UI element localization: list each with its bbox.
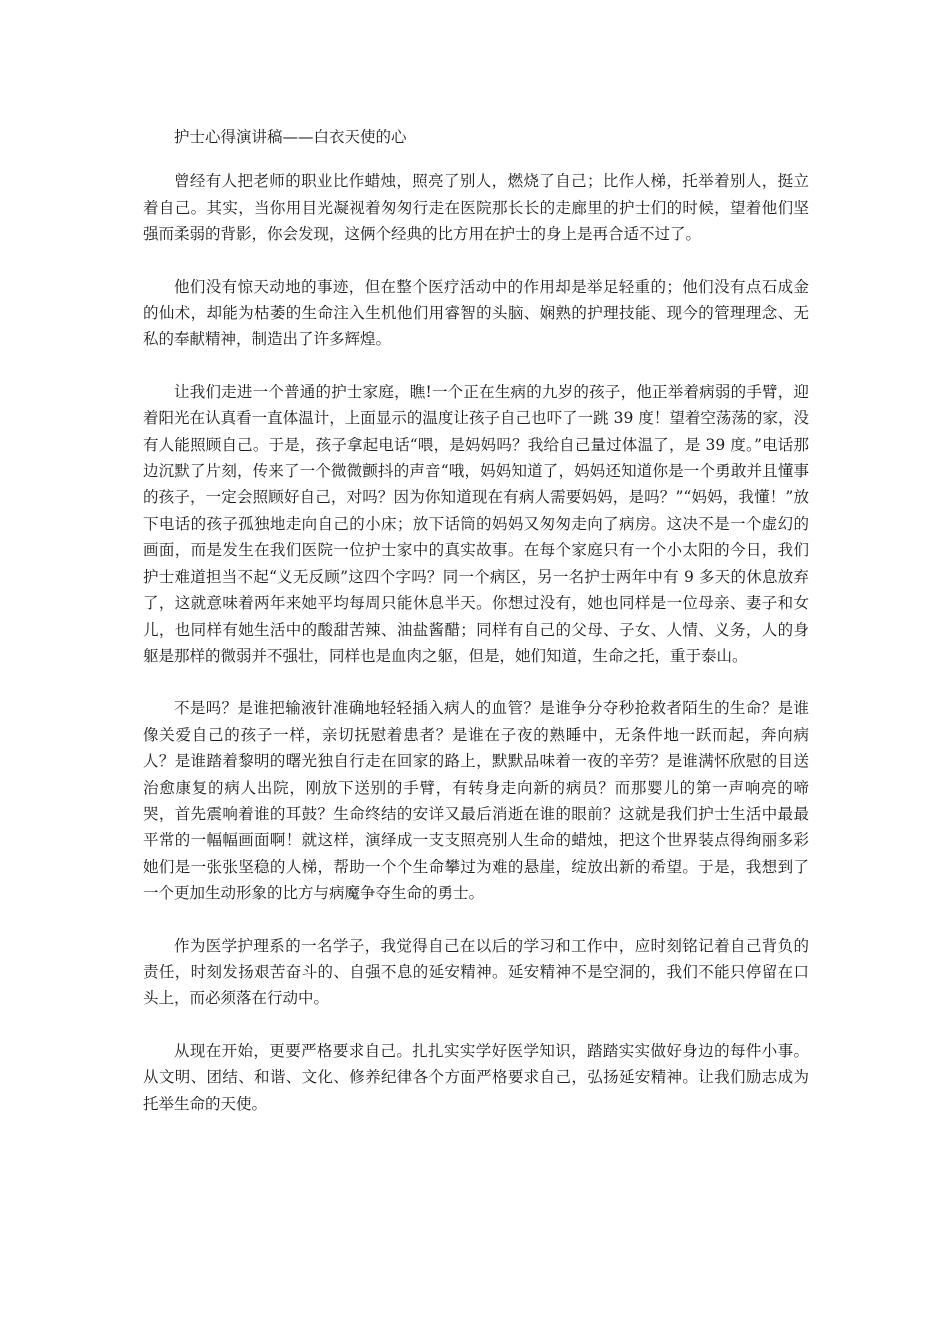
paragraph-4: 不是吗？是谁把输液针准确地轻轻插入病人的血管？是谁争分夺秒抢救者陌生的生命？是谁像关爱自己的孩子一样，亲切抚慰着患者？是谁在子夜的熟睡中，无条件地一跃而起，奔向病人？是谁踏着黎明的曙光独自行走在回家的路上，默默品味着一夜的辛劳？是谁满怀欣慰的目送治愈康复的病人出院，刚放下送别的手臂，有转身走向新的病员？而那婴儿的第一声响亮的啼哭，首先震响着谁的耳鼓？生命终结的安详又最后消逝在谁的眼前？这就是我们护士生活中最最平常的一幅幅画面啊！就这样，演绎成一支支照亮别人生命的蜡烛，把这个世界装点得绚丽多彩她们是一张张坚稳的人梯，帮助一个个生命攀过为难的悬崖，绽放出新的希望。于是，我想到了一个更加生动形象的比方与病魔争夺生命的勇士。 <box>143 699 809 903</box>
spacer <box>143 353 809 379</box>
spacer <box>143 1012 809 1038</box>
document-body <box>143 124 809 1117</box>
paragraph-1: 曾经有人把老师的职业比作蜡烛，照亮了别人，燃烧了自己；比作人梯，托举着别人，挺立着自己。其实，当你用目光凝视着匆匆行走在医院那长长的走廊里的护士们的时候，望着他们坚强而柔弱的背影，你会发现，这俩个经典的比方用在护士的身上是再合适不过了。 <box>143 172 809 244</box>
paragraph-2: 他们没有惊天动地的事迹，但在整个医疗活动中的作用却是举足轻重的；他们没有点石成金的仙术，却能为枯萎的生命注入生机他们用睿智的头脑、娴熟的护理技能、现今的管理理念、无私的奉献精神，制造出了许多辉煌。 <box>143 277 809 349</box>
spacer <box>143 248 809 274</box>
spacer <box>143 669 809 695</box>
spacer <box>143 150 809 168</box>
paragraph-6: 从现在开始，更要严格要求自己。扎扎实实学好医学知识，踏踏实实做好身边的每件小事。从文明、团结、和谐、文化、修养纪律各个方面严格要求自己，弘扬延安精神。让我们励志成为托举生命的天使。 <box>143 1041 809 1113</box>
spacer <box>143 907 809 933</box>
paragraph-5: 作为医学护理系的一名学子，我觉得自己在以后的学习和工作中，应时刻铭记着自己背负的责任，时刻发扬艰苦奋斗的、自强不息的延安精神。延安精神不是空洞的，我们不能只停留在口头上，而必须落在行动中。 <box>143 936 809 1008</box>
paragraph-3: 让我们走进一个普通的护士家庭，瞧!一个正在生病的九岁的孩子，他正举着病弱的手臂，迎着阳光在认真看一直体温计，上面显示的温度让孩子自己也吓了一跳 39 度！望着空荡荡的家，没有人能照顾自己。于是，孩子拿起电话“喂，是妈妈吗？我给自己量过体温了，是 39 度。”电话那边沉默了片刻，传来了一个微微颤抖的声音“哦，妈妈知道了，妈妈还知道你是一个勇敢并且懂事的孩子，一定会照顾好自己，对吗？因为你知道现在有病人需要妈妈，是吗？”“妈妈，我懂！”放下电话的孩子孤独地走向自己的小床；放下话筒的妈妈又匆匆走向了病房。这决不是一个虚幻的画面，而是发生在我们医院一位护士家中的真实故事。在每个家庭只有一个小太阳的今日，我们护士难道担当不起“义无反顾”这四个字吗？同一个病区，另一名护士两年中有 9 多天的休息放弃了，这就意味着两年来她平均每周只能休息半天。你想过没有，她也同样是一位母亲、妻子和女儿，也同样有她生活中的酸甜苦辣、油盐酱醋；同样有自己的父母、子女、人情、义务，人的身躯是那样的微弱并不强壮，同样也是血肉之躯，但是，她们知道，生命之托，重于泰山。 <box>143 382 809 665</box>
document-title: 护士心得演讲稿——白衣天使的心 <box>174 128 407 146</box>
